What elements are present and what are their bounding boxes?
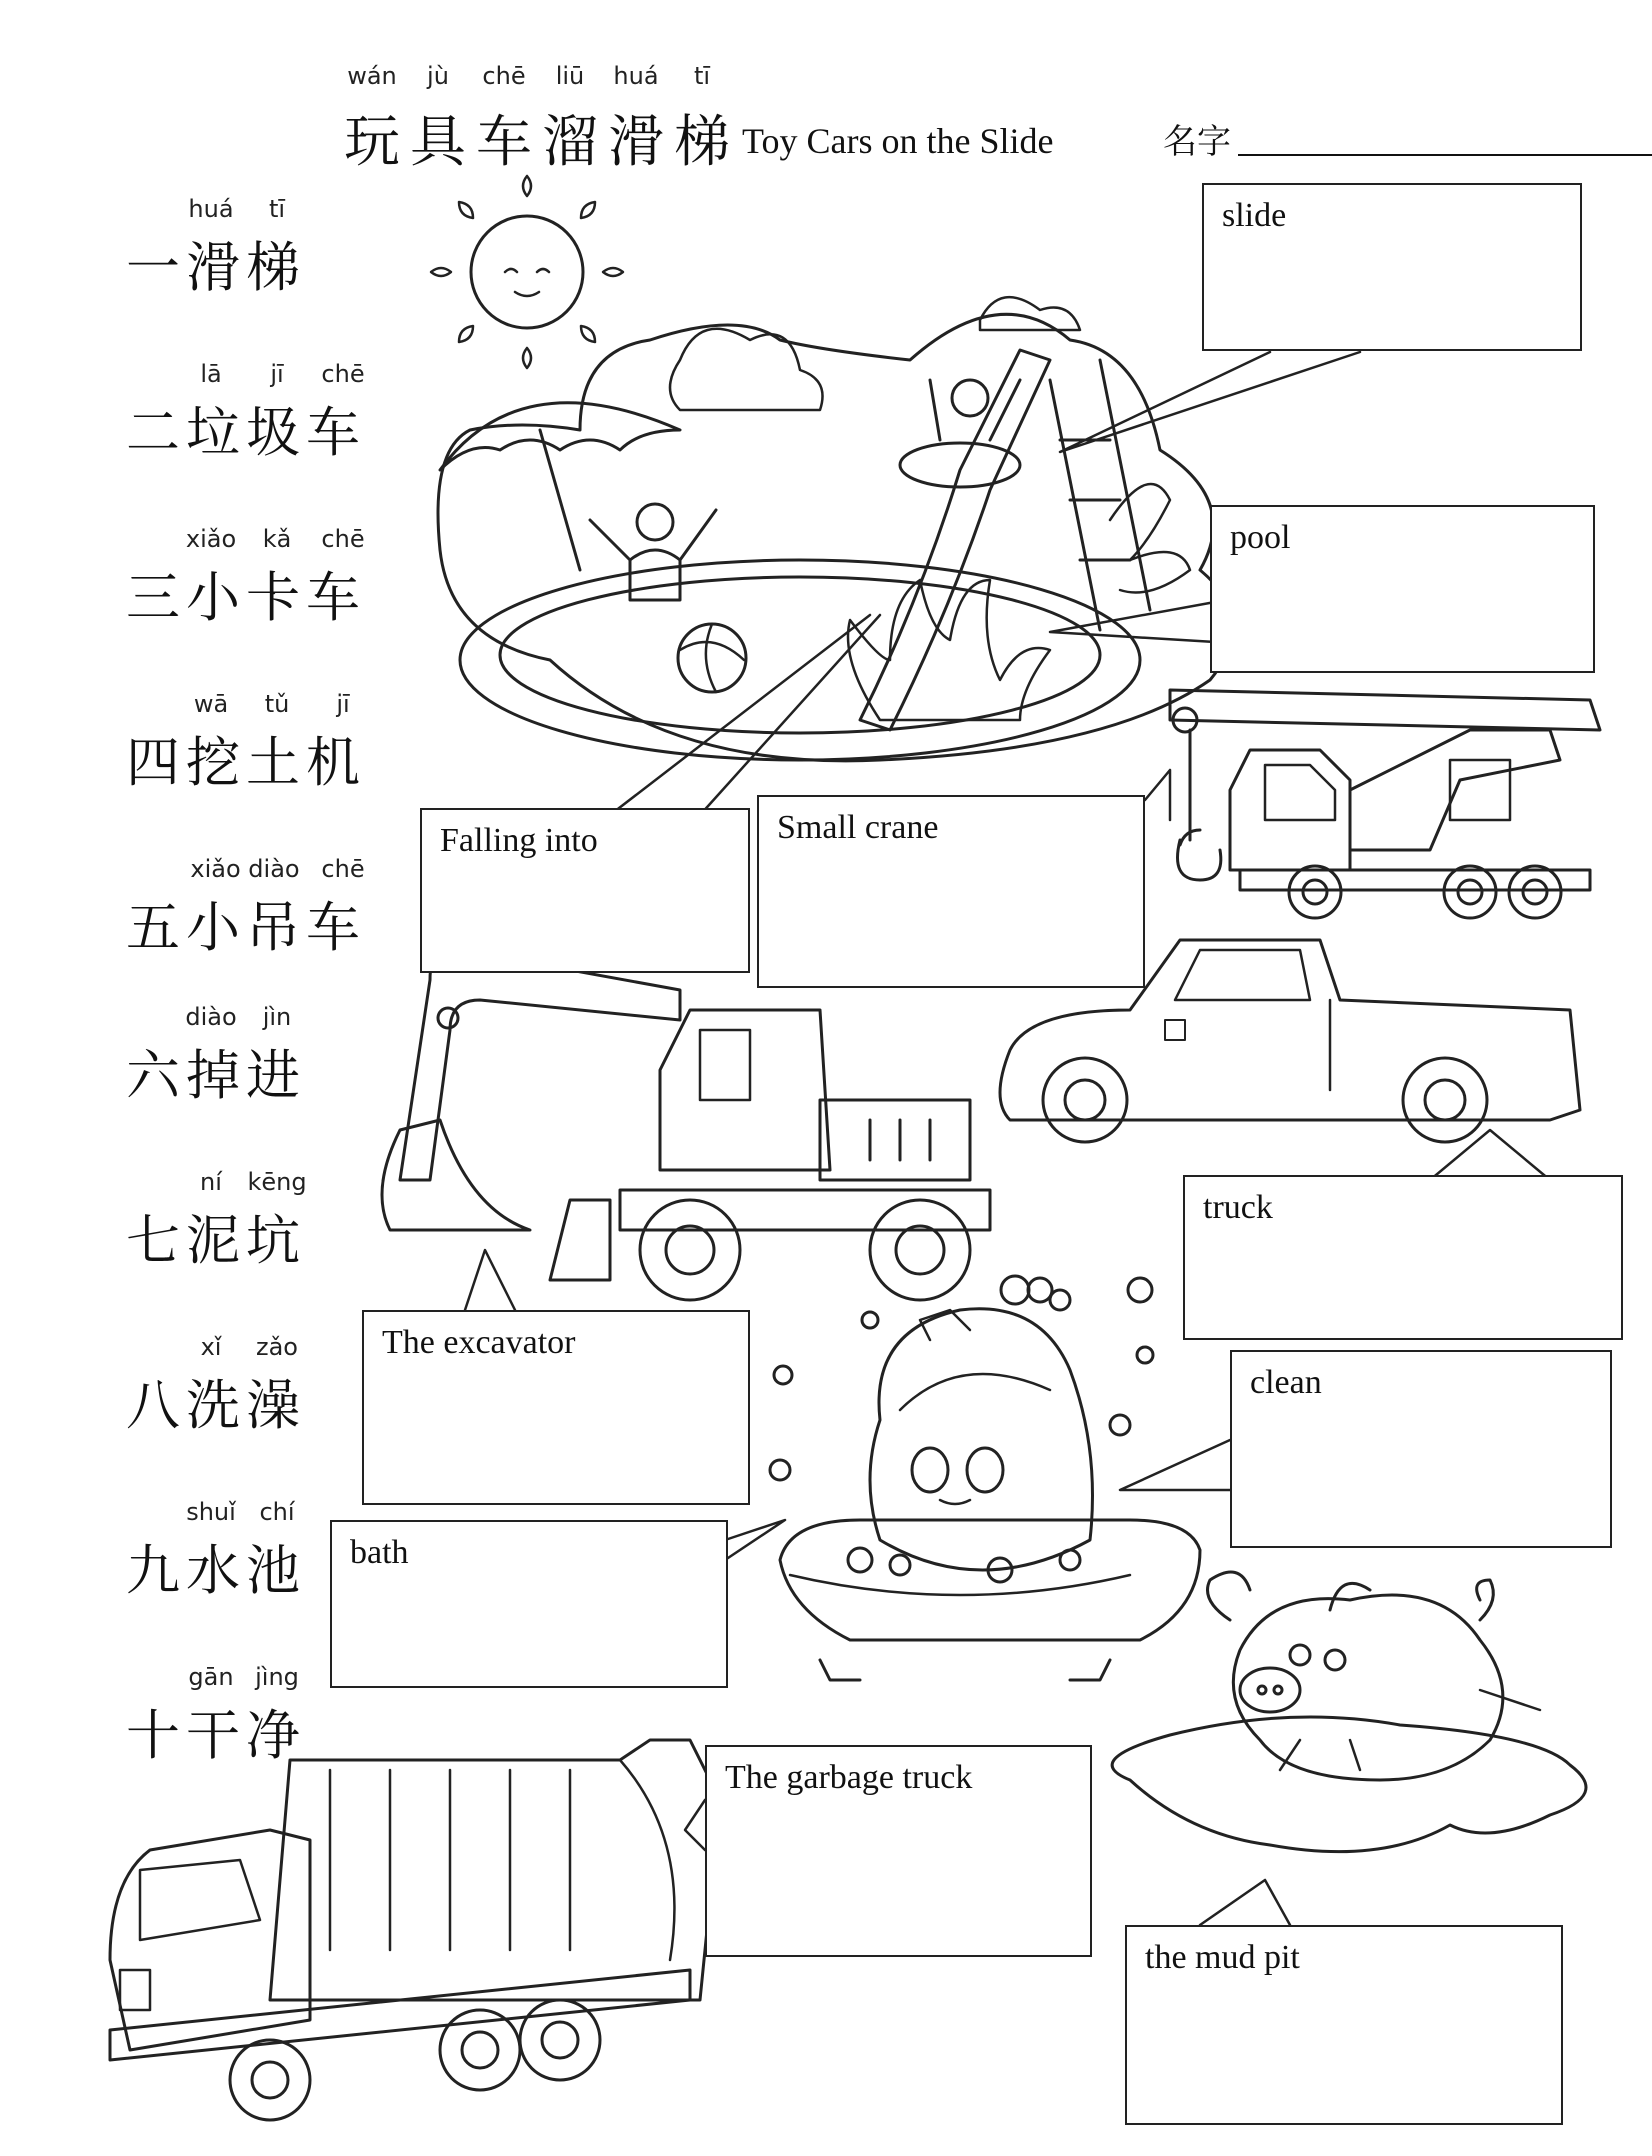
vocab-word: 干净 — [186, 1704, 306, 1767]
small-crane-pointer — [1145, 770, 1170, 820]
vocab-word: 水池 — [186, 1539, 306, 1602]
vocab-number: 七 — [126, 1209, 186, 1272]
garbage-truck-pointer — [685, 1800, 705, 1850]
title-pinyin: huá — [613, 62, 659, 90]
label-mud-pit-text: the mud pit — [1145, 1939, 1300, 1976]
vocab-pinyin: jìng — [255, 1663, 299, 1691]
label-bath-text: bath — [350, 1534, 409, 1571]
vocab-pinyin: xiǎo — [185, 525, 237, 553]
name-label: 名字 — [1163, 122, 1231, 162]
truck-pointer — [1430, 1130, 1550, 1180]
label-box-bath[interactable] — [330, 1520, 728, 1688]
crane-truck-icon — [1170, 690, 1600, 918]
vocab-word: 挖土机 — [186, 731, 366, 794]
vocab-pinyin: tǔ — [264, 690, 290, 718]
vocab-pinyin: chí — [259, 1498, 295, 1526]
vocab-pinyin: kǎ — [262, 525, 292, 553]
vocab-word: 小吊车 — [186, 896, 366, 959]
vocab-pinyin: jī — [270, 360, 284, 388]
pool-slide-scene — [438, 297, 1233, 761]
sun-icon — [431, 176, 623, 368]
title-pinyin: liū — [555, 62, 585, 90]
slide-pointer — [1060, 352, 1360, 452]
vocab-number: 五 — [126, 896, 186, 959]
vocab-pinyin: wā — [193, 690, 229, 718]
vocab-pinyin: zǎo — [256, 1333, 298, 1361]
excavator-pointer — [465, 1250, 515, 1310]
label-box-mud-pit[interactable] — [1125, 1925, 1563, 2125]
label-box-falling-into[interactable] — [420, 808, 750, 973]
label-box-pool[interactable] — [1210, 505, 1595, 673]
vocab-pinyin: jī — [336, 690, 350, 718]
label-box-slide[interactable] — [1202, 183, 1582, 351]
vocab-number: 二 — [126, 401, 186, 464]
title-pinyin: chē — [482, 62, 526, 90]
title-hanzi: 具 — [410, 110, 466, 175]
label-excavator-text: The excavator — [382, 1324, 576, 1361]
vocab-number: 四 — [126, 731, 186, 794]
vocab-number: 八 — [126, 1374, 186, 1437]
vocab-number: 三 — [126, 566, 186, 629]
vocab-word: 滑梯 — [186, 236, 306, 299]
label-small-crane-text: Small crane — [777, 809, 939, 846]
vocab-pinyin: lā — [200, 360, 222, 388]
vocab-pinyin: tī — [268, 195, 286, 223]
vocab-pinyin: kēng — [247, 1168, 307, 1196]
title-pinyin: wán — [347, 62, 397, 90]
label-box-truck[interactable] — [1183, 1175, 1623, 1340]
vocab-pinyin: jìn — [262, 1003, 292, 1031]
vocab-word: 垃圾车 — [186, 401, 366, 464]
vocab-pinyin: huá — [188, 195, 234, 223]
title-pinyin: jù — [427, 62, 449, 90]
vocab-number: 十 — [126, 1704, 186, 1767]
bath-pointer — [725, 1520, 785, 1560]
garbage-truck-icon — [110, 1740, 720, 2120]
label-truck-text: truck — [1203, 1189, 1273, 1226]
label-box-garbage-truck[interactable] — [705, 1745, 1092, 1957]
vocab-pinyin: chē — [321, 525, 365, 553]
vocab-pinyin: gān — [188, 1663, 234, 1691]
label-clean-text: clean — [1250, 1364, 1322, 1401]
vocab-word: 泥坑 — [186, 1209, 306, 1272]
label-slide-text: slide — [1222, 197, 1287, 234]
vocab-number: 九 — [126, 1539, 186, 1602]
vocab-number: 六 — [126, 1044, 186, 1107]
label-garbage-truck-text: The garbage truck — [725, 1759, 973, 1796]
label-falling-into-text: Falling into — [440, 822, 598, 859]
label-pool-text: pool — [1230, 519, 1291, 556]
vocab-pinyin: ní — [200, 1168, 222, 1196]
vocab-pinyin: chē — [321, 855, 365, 883]
title-pinyin: tī — [693, 62, 711, 90]
title-hanzi: 车 — [476, 110, 532, 175]
title-hanzi: 滑 — [608, 110, 664, 175]
vocab-word: 小卡车 — [186, 566, 366, 629]
label-box-small-crane[interactable] — [757, 795, 1145, 988]
vocab-pinyin: diào — [185, 1003, 237, 1031]
title-hanzi: 玩 — [344, 110, 400, 175]
title-hanzi: 梯 — [674, 110, 730, 175]
label-box-excavator[interactable] — [362, 1310, 750, 1505]
title-english: Toy Cars on the Slide — [742, 121, 1054, 161]
excavator-icon — [382, 948, 990, 1300]
vocab-number: 一 — [126, 236, 186, 299]
vocab-pinyin: xǐ — [200, 1333, 222, 1361]
title-hanzi: 溜 — [542, 110, 598, 175]
vocab-pinyin: shuǐ — [186, 1498, 236, 1526]
label-box-clean[interactable] — [1230, 1350, 1612, 1548]
girl-bathtub-icon — [770, 1276, 1200, 1680]
clean-pointer — [1120, 1440, 1230, 1490]
vocab-word: 洗澡 — [186, 1374, 306, 1437]
vocab-pinyin: xiǎo diào — [190, 855, 300, 883]
pig-mud-icon — [1112, 1572, 1586, 1852]
mud-pit-pointer — [1200, 1880, 1290, 1925]
vocab-word: 掉进 — [186, 1044, 306, 1107]
vocab-pinyin: chē — [321, 360, 365, 388]
